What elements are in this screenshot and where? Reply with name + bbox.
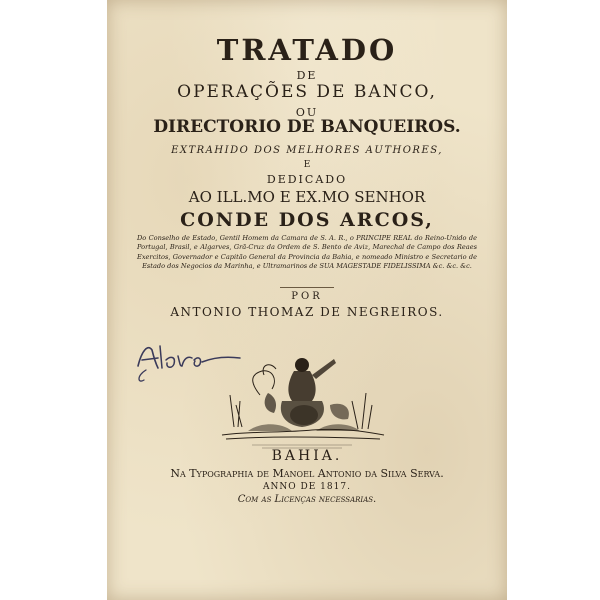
dedication-label: DEDICADO [266, 173, 348, 186]
by-label: POR [291, 291, 323, 302]
subtitle-bankers-directory: DIRECTORIO DE BANQUEIROS. [153, 117, 461, 137]
author-name: ANTONIO THOMAZ DE NEGREIROS. [170, 305, 444, 319]
imprint-printer: Na Typographia de Manoel Antonio da Silva Serva. [170, 467, 444, 480]
divider-rule [280, 287, 334, 288]
connector-ou: OU [295, 106, 319, 119]
imprint-year: ANNO DE 1817. [263, 482, 351, 492]
book-title-page [107, 0, 507, 600]
vignette-icon [212, 335, 392, 455]
dedicatee-honorifics: Do Conselho de Estado, Gentil Homem da Camara de S. A. R., o PRINCIPE REAL do Reino-Unido de Portugal, Brasil, e Algarves, Grã-Cruz da Ordem de S. Bento de Aviz, Marechal de Campo dos Reaes Exercitos, Governador e Capitão General da Provincia da Bahia, e nomeado Ministro e Secretario de Estado dos Negocios da Marinha, e Ultramarinos de SUA MAGESTADE FIDELISSIMA &c. &c. &c. [137, 234, 477, 271]
imprint-city: BAHIA. [271, 448, 343, 464]
connector-de: DE [296, 69, 318, 82]
imprint-licenses: Com as Licenças necessarias. [237, 494, 377, 505]
connector-e: E [303, 160, 311, 170]
subtitle-banking-operations: OPERAÇÕES DE BANCO, [177, 82, 437, 102]
extracted-from-line: EXTRAHIDO DOS MELHORES AUTHORES, [171, 145, 443, 156]
book-title: TRATADO [216, 33, 398, 67]
dedicatee-title: AO ILL.MO E EX.MO SENHOR [188, 188, 426, 206]
dedicatee-name: CONDE DOS ARCOS, [180, 209, 434, 231]
